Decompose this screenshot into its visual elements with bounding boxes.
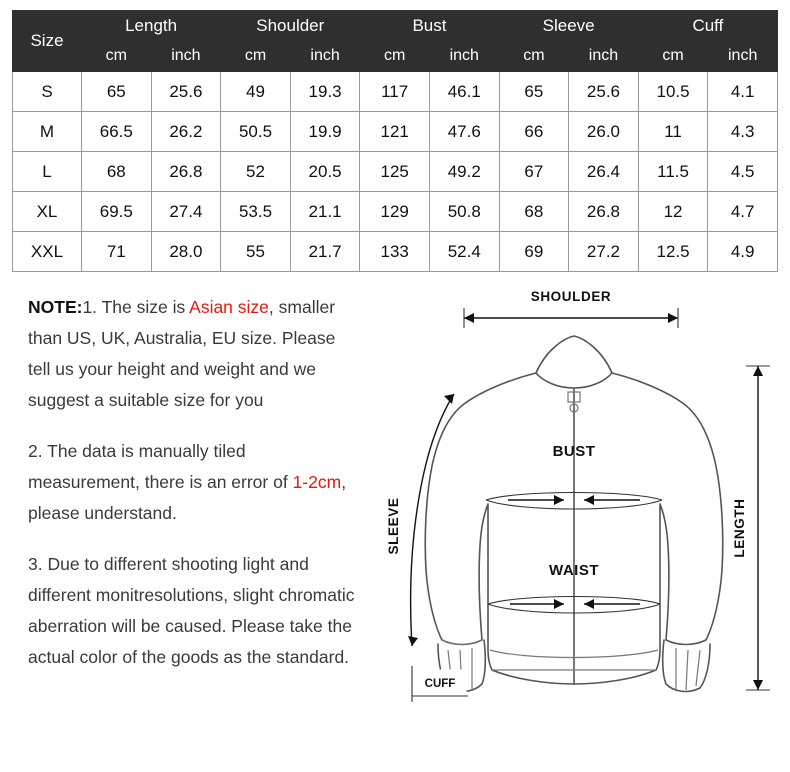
note-1 [28, 292, 358, 416]
size-column-header: Size [13, 11, 82, 72]
cell: 47.6 [429, 112, 499, 152]
cell: 125 [360, 152, 430, 192]
waist-label: WAIST [549, 562, 599, 579]
cell: 117 [360, 72, 430, 112]
cell: 49.2 [429, 152, 499, 192]
cell: 49 [221, 72, 291, 112]
cell: 12.5 [638, 232, 708, 272]
cell: 66.5 [82, 112, 152, 152]
cuff-label: CUFF [424, 678, 456, 690]
cell: 27.2 [569, 232, 639, 272]
cell: 4.7 [708, 192, 778, 232]
cell: 27.4 [151, 192, 221, 232]
note-1-text-b: , smaller than US, UK, Australia, EU size. Please tell us your height and weight and we suggest a suitable size for you [28, 297, 336, 410]
note-1-text-a: 1. The size is [82, 297, 190, 317]
note-3-text: 3. Due to different shooting light and different monitresolutions, slight chromatic aberration will be caused. Please take the actual color of the goods as the standard. [28, 554, 355, 667]
note-2-highlight: 1-2cm [292, 472, 342, 492]
cell: 55 [221, 232, 291, 272]
note-1-highlight: Asian size [189, 297, 269, 317]
row-size-label: L [13, 152, 82, 192]
row-size-label: XXL [13, 232, 82, 272]
unit-header-sleeve-cm: cm [499, 41, 569, 72]
note-3 [28, 549, 358, 673]
note-2-text-a: 2. The data is manually tiled measurement, there is an error of [28, 441, 293, 492]
cell: 4.1 [708, 72, 778, 112]
table-row [13, 112, 778, 152]
cell: 121 [360, 112, 430, 152]
cell: 25.6 [569, 72, 639, 112]
size-chart-group-row [13, 11, 778, 41]
row-size-label: XL [13, 192, 82, 232]
table-row [13, 192, 778, 232]
cell: 67 [499, 152, 569, 192]
size-chart-unit-row [13, 41, 778, 72]
note-2 [28, 436, 358, 529]
group-header-cuff: Cuff [638, 11, 777, 41]
unit-header-bust-cm: cm [360, 41, 430, 72]
cell: 28.0 [151, 232, 221, 272]
lower-section [0, 272, 790, 762]
size-chart-header [13, 11, 778, 72]
cell: 4.3 [708, 112, 778, 152]
cell: 71 [82, 232, 152, 272]
cell: 53.5 [221, 192, 291, 232]
cell: 129 [360, 192, 430, 232]
cell: 26.8 [151, 152, 221, 192]
cell: 69.5 [82, 192, 152, 232]
cell: 50.8 [429, 192, 499, 232]
cell: 52.4 [429, 232, 499, 272]
garment-measurement-diagram [368, 278, 780, 758]
cell: 21.7 [290, 232, 360, 272]
cell: 68 [82, 152, 152, 192]
unit-header-shoulder-inch: inch [290, 41, 360, 72]
length-label: LENGTH [732, 498, 747, 558]
cell: 65 [82, 72, 152, 112]
cell: 12 [638, 192, 708, 232]
group-header-length: Length [82, 11, 221, 41]
size-chart-body [13, 72, 778, 272]
unit-header-sleeve-inch: inch [569, 41, 639, 72]
length-dimension [732, 366, 770, 690]
group-header-shoulder: Shoulder [221, 11, 360, 41]
shoulder-dimension [464, 289, 678, 328]
table-row [13, 72, 778, 112]
cell: 11 [638, 112, 708, 152]
note-2-text-b: , please understand. [28, 472, 347, 523]
unit-header-cuff-cm: cm [638, 41, 708, 72]
cell: 19.3 [290, 72, 360, 112]
cell: 133 [360, 232, 430, 272]
cell: 11.5 [638, 152, 708, 192]
cell: 19.9 [290, 112, 360, 152]
cell: 26.8 [569, 192, 639, 232]
cell: 50.5 [221, 112, 291, 152]
cell: 26.2 [151, 112, 221, 152]
table-row [13, 232, 778, 272]
cell: 21.1 [290, 192, 360, 232]
cell: 4.5 [708, 152, 778, 192]
unit-header-length-inch: inch [151, 41, 221, 72]
notes-block [28, 292, 358, 693]
cell: 26.4 [569, 152, 639, 192]
group-header-sleeve: Sleeve [499, 11, 638, 41]
unit-header-shoulder-cm: cm [221, 41, 291, 72]
cell: 25.6 [151, 72, 221, 112]
cell: 69 [499, 232, 569, 272]
cell: 52 [221, 152, 291, 192]
cell: 46.1 [429, 72, 499, 112]
sleeve-label: SLEEVE [386, 497, 401, 555]
note-lead: NOTE: [28, 297, 83, 317]
cell: 65 [499, 72, 569, 112]
unit-header-length-cm: cm [82, 41, 152, 72]
row-size-label: M [13, 112, 82, 152]
cell: 26.0 [569, 112, 639, 152]
shoulder-label: SHOULDER [530, 289, 612, 304]
unit-header-cuff-inch: inch [708, 41, 778, 72]
bust-label: BUST [552, 443, 596, 460]
group-header-bust: Bust [360, 11, 499, 41]
cell: 68 [499, 192, 569, 232]
table-row [13, 152, 778, 192]
cuff-callout [412, 666, 468, 702]
cell: 10.5 [638, 72, 708, 112]
size-chart-table [12, 10, 778, 272]
cell: 66 [499, 112, 569, 152]
row-size-label: S [13, 72, 82, 112]
unit-header-bust-inch: inch [429, 41, 499, 72]
cell: 20.5 [290, 152, 360, 192]
cell: 4.9 [708, 232, 778, 272]
jacket-illustration [425, 336, 723, 691]
